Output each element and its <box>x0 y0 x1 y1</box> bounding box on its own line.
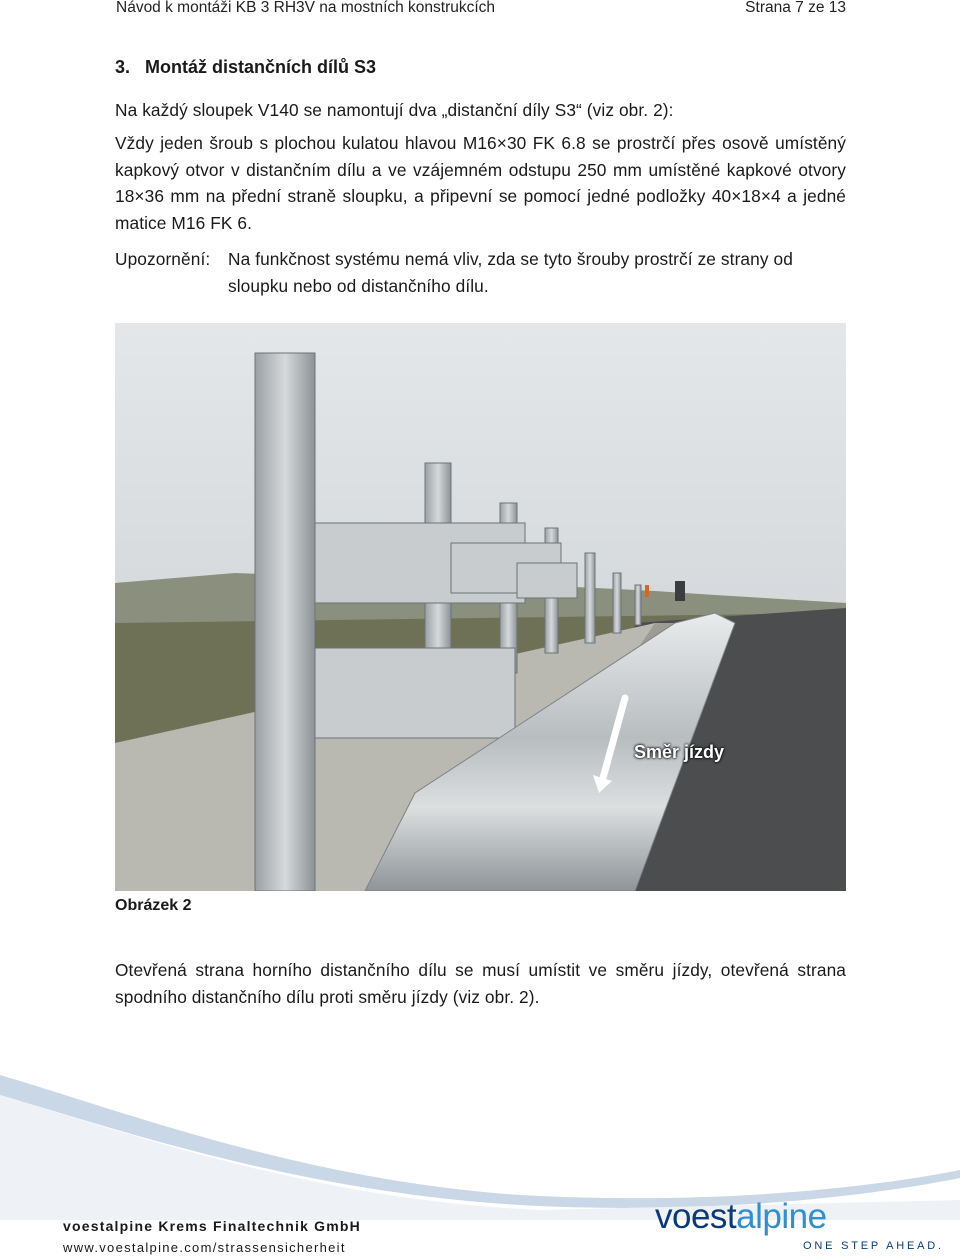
note-block <box>115 246 846 299</box>
footer-company-name: voestalpine Krems Finaltechnik GmbH <box>63 1218 361 1234</box>
note-label: Upozornění: <box>115 249 211 269</box>
footer-website-link[interactable]: www.voestalpine.com/strassensicherheit <box>63 1240 346 1255</box>
paragraph-orientation: Otevřená strana horního distančního dílu se musí umístit ve směru jízdy, otevřená strana spodního distančního dílu proti směru jízdy (viz obr. 2). <box>115 960 846 1007</box>
figure-caption: Obrázek 2 <box>115 897 192 914</box>
figure-photo <box>115 323 846 891</box>
note-body: Na funkčnost systému nemá vliv, zda se tyto šrouby prostrčí ze strany od sloupku nebo od distančního dílu. <box>228 249 793 296</box>
guardrail-photo-illustration <box>115 323 846 891</box>
logo-tagline: ONE STEP AHEAD. <box>803 1240 944 1252</box>
header-title: Návod k montáži KB 3 RH3V na mostních konstrukcích <box>116 0 496 16</box>
driving-direction-label: Směr jízdy <box>634 742 725 762</box>
header-page-number: Strana 7 ze 13 <box>745 0 846 16</box>
logo-text-alpine: alpine <box>736 1197 827 1236</box>
section-heading: 3. Montáž distančních dílů S3 <box>115 57 377 77</box>
footer-swoosh-graphic <box>0 1040 960 1220</box>
paragraph-instructions: Vždy jeden šroub s plochou kulatou hlavou M16×30 FK 6.8 se prostrčí přes osově umístěný kapkový otvor v distančním dílu a ve vzájemném odstupu 250 mm umístěné kapkové otvory 18×36 mm na přední straně sloupku, a připevní se pomocí jedné podložky 40×18×4 a jedné matice M16 FK 6. <box>115 133 846 233</box>
voestalpine-logo <box>655 1197 827 1237</box>
logo-text-voest: voest <box>655 1197 737 1236</box>
paragraph-intro: Na každý sloupek V140 se namontují dva „distanční díly S3“ (viz obr. 2): <box>115 100 674 120</box>
